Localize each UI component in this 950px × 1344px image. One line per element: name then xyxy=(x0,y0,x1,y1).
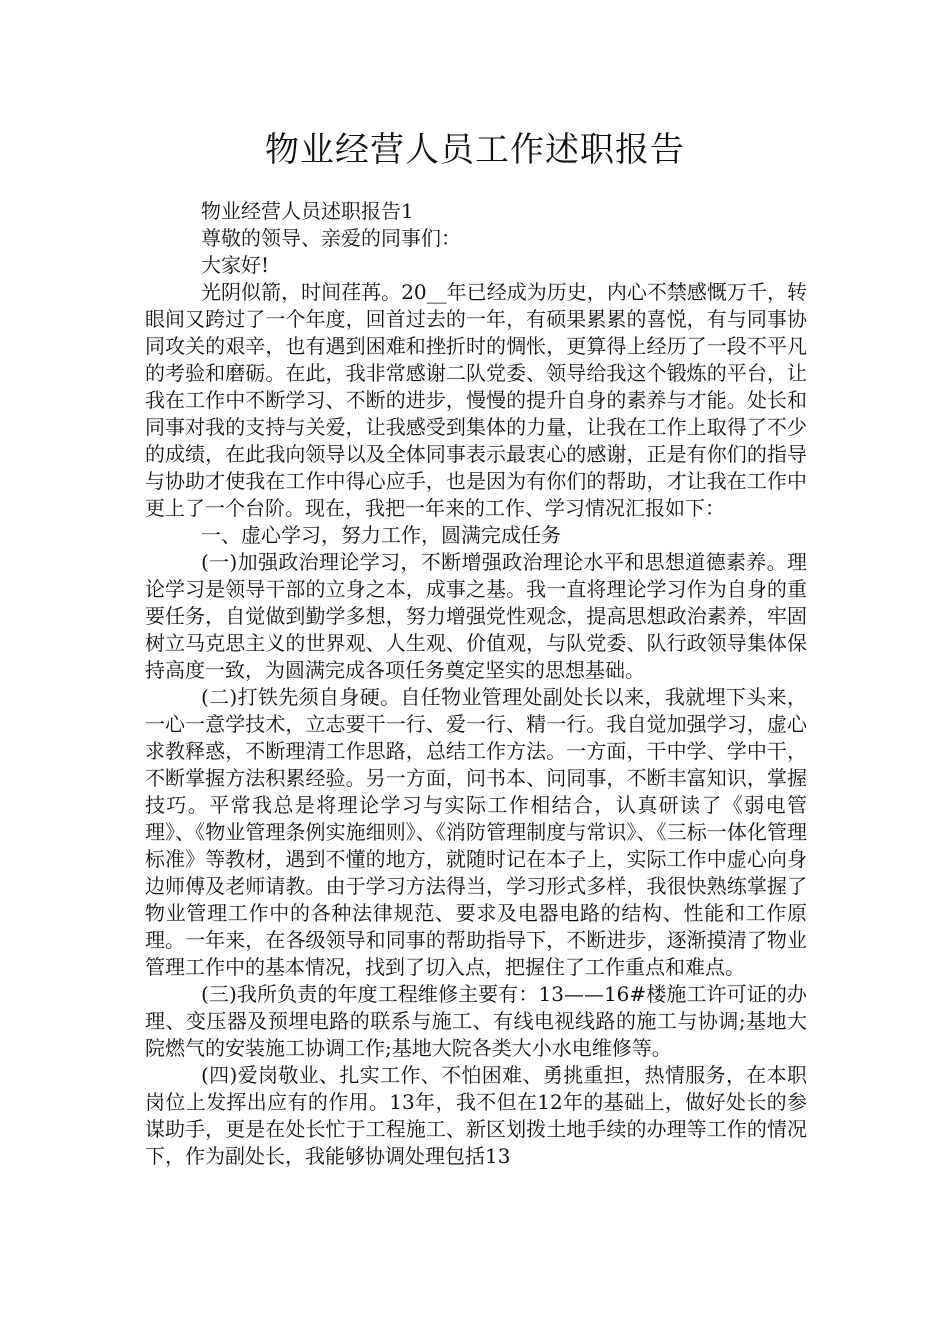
report-subtitle: 物业经营人员述职报告1 xyxy=(201,199,414,223)
salutation: 尊敬的领导、亲爱的同事们： xyxy=(201,226,461,250)
section-heading-1: 一、虚心学习，努力工作，圆满完成任务 xyxy=(201,523,561,547)
paragraph-item-4: (四)爱岗敬业、扎实工作、不怕困难、勇挑重担，热情服务，在本职岗位上发挥出应有的作用。13年，我不但在12年的基础上，做好处长的参谋助手，更是在处长忙于工程施工、新区划拨土地手续的办理等工作的情况下，作为副处长，我能够协调处理包括13 xyxy=(145,1063,807,1168)
paragraph-item-1: (一)加强政治理论学习，不断增强政治理论水平和思想道德素养。理论学习是领导干部的立身之本，成事之基。我一直将理论学习作为自身的重要任务，自觉做到勤学多想，努力增强党性观念，提高思想政治素养，牢固树立马克思主义的世界观、人生观、价值观，与队党委、队行政领导集体保持高度一致，为圆满完成各项任务奠定坚实的思想基础。 xyxy=(145,550,807,682)
paragraph-item-3: (三)我所负责的年度工程维修主要有：13——16#楼施工许可证的办理、变压器及预埋电路的联系与施工、有线电视线路的施工与协调;基地大院燃气的安装施工协调工作;基地大院各类大小水电维修等。 xyxy=(145,982,807,1060)
document-title: 物业经营人员工作述职报告 xyxy=(265,130,685,170)
paragraph-item-2: (二)打铁先须自身硬。自任物业管理处副处长以来，我就埋下头来，一心一意学技术，立志要干一行、爱一行、精一行。我自觉加强学习，虚心求教释惑，不断理清工作思路，总结工作方法。一方面，干中学、学中干，不断掌握方法积累经验。另一方面，问书本、问同事，不断丰富知识，掌握技巧。平常我总是将理论学习与实际工作相结合，认真研读了《弱电管理》、《物业管理条例实施细则》、《消防管理制度与常识》、《三标一体化管理标准》等教材，遇到不懂的地方，就随时记在本子上，实际工作中虚心向身边师傅及老师请教。由于学习方法得当，学习形式多样，我很快熟练掌握了物业管理工作中的各种法律规范、要求及电器电路的结构、性能和工作原理。一年来，在各级领导和同事的帮助指导下，不断进步，逐渐摸清了物业管理工作中的基本情况，找到了切入点，把握住了工作重点和难点。 xyxy=(145,685,807,979)
intro-paragraph: 光阴似箭，时间荏苒。20__年已经成为历史，内心不禁感慨万千，转眼间又跨过了一个年度，回首过去的一年，有硕果累累的喜悦，有与同事协同攻关的艰辛，也有遇到困难和挫折时的惆怅，更算得上经历了一段不平凡的考验和磨砺。在此，我非常感谢二队党委、领导给我这个锻炼的平台，让我在工作中不断学习、不断的进步，慢慢的提升自身的素养与才能。处长和同事对我的支持与关爱，让我感受到集体的力量，让我在工作上取得了不少的成绩，在此我向领导以及全体同事表示最衷心的感谢，正是有你们的指导与协助才使我在工作中得心应手，也是因为有你们的帮助，才让我在工作中更上了一个台阶。现在，我把一年来的工作、学习情况汇报如下： xyxy=(145,280,807,520)
document-body xyxy=(145,198,807,1170)
greeting: 大家好! xyxy=(201,253,270,277)
